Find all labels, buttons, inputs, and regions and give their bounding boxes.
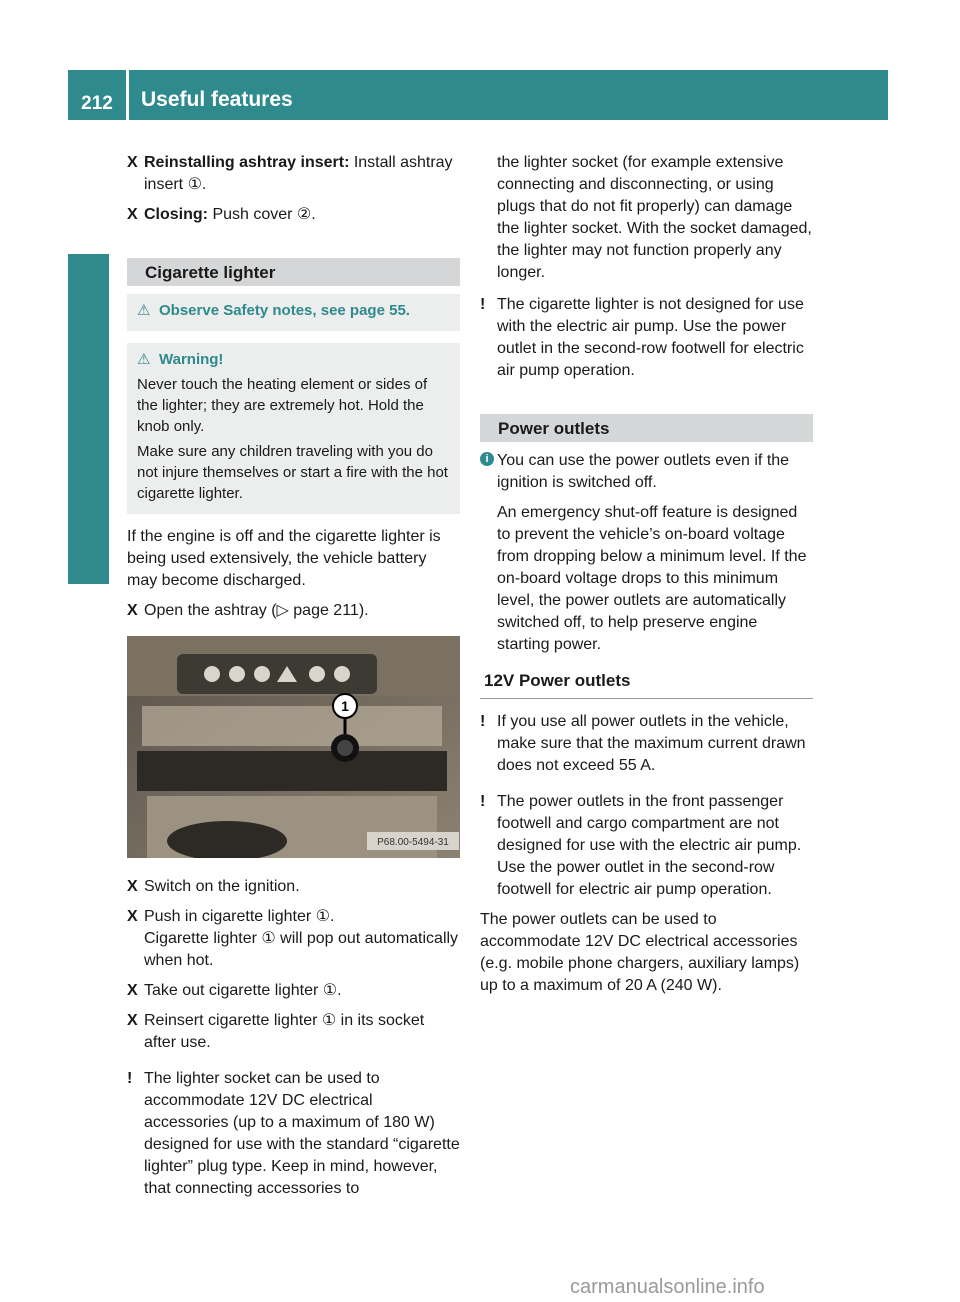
step-push-in (127, 906, 460, 972)
warning-triangle-icon: ⚠ (137, 302, 151, 319)
section-heading-cigarette-lighter: Cigarette lighter (127, 258, 460, 286)
warning-triangle-icon: ⚠ (137, 351, 151, 368)
step-text: Take out cigarette lighter ①. (144, 982, 342, 999)
step-arrow-icon: X (127, 878, 138, 895)
step-arrow-icon: X (127, 602, 138, 619)
info-power-outlets (480, 450, 813, 656)
step-text: Reinsert cigarette lighter ① in its socket after use. (144, 1012, 425, 1051)
photo-callout: 1 (341, 698, 349, 714)
exclamation-icon: ! (480, 296, 486, 313)
page-number: 212 (81, 93, 113, 114)
note-air-pump (480, 294, 813, 382)
step-arrow-icon: X (127, 982, 138, 999)
exclamation-icon: ! (480, 713, 486, 730)
step-arrow-icon: X (127, 206, 138, 223)
note-text: The power outlets in the front passenger footwell and cargo compartment are not designed for use with the electric air pump. Use the power outlet in the second-row footwell for electric air pump operation. (497, 793, 802, 898)
step-closing (127, 204, 460, 226)
step-text: Install ashtray insert ①. (144, 154, 453, 193)
step-arrow-icon: X (127, 1012, 138, 1029)
step-open-ashtray (127, 600, 460, 622)
step-reinsert (127, 1010, 460, 1054)
note-text: The lighter socket can be used to accommodate 12V DC electrical accessories (up to a maximum of 180 W) designed for use with the standard “cigarette lighter” plug type. Keep in mind, however, that connecting accessories to (144, 1070, 460, 1197)
step-text: Switch on the ignition. (144, 878, 300, 895)
note-lighter-socket (127, 1068, 460, 1200)
step-text: Push in cigarette lighter ①. (144, 908, 335, 925)
note-continuation: the lighter socket (for example extensive connecting and disconnecting, or using plugs that do not fit properly) can damage the lighter socket. With the socket damaged, the lighter may not function properly any longer. (497, 154, 812, 281)
note-all-outlets (480, 711, 813, 777)
photo-code: P68.00-5494-31 (377, 837, 449, 848)
step-text: Push cover ②. (208, 206, 316, 223)
chapter-label: Controls in detail (75, 330, 100, 510)
console-illustration (127, 636, 460, 858)
note-text: The cigarette lighter is not designed for use with the electric air pump. Use the power outlet in the second-row footwell for electric air pump operation. (497, 296, 804, 379)
right-column (480, 152, 813, 1005)
safety-note (127, 294, 460, 331)
safety-note-text: Observe Safety notes, see page 55. (159, 302, 410, 319)
body-paragraph: If the engine is off and the cigarette lighter is being used extensively, the vehicle battery may become discharged. (127, 528, 441, 589)
step-reinstall (127, 152, 460, 196)
info-paragraph: An emergency shut-off feature is designed to prevent the vehicle’s on-board voltage from dropping below a minimum level. If the on-board voltage drops to this minimum level, the power outlets are automatically switched off, to help preserve engine starting power. (497, 504, 807, 653)
info-icon: i (480, 452, 494, 466)
info-paragraph: You can use the power outlets even if the ignition is switched off. (497, 452, 790, 491)
step-take-out (127, 980, 460, 1002)
warning-paragraph: Never touch the heating element or sides of the lighter; they are extremely hot. Hold the knob only. (137, 376, 428, 435)
section-title: Useful features (141, 88, 293, 111)
step-switch-on (127, 876, 460, 898)
warning-title: Warning! (159, 351, 224, 368)
step-label: Reinstalling ashtray insert: (144, 154, 350, 171)
section-heading-power-outlets: Power outlets (480, 414, 813, 442)
step-subtext: Cigarette lighter ① will pop out automatically when hot. (144, 930, 459, 969)
step-label: Closing: (144, 206, 208, 223)
header-divider (126, 70, 129, 120)
note-text: If you use all power outlets in the vehicle, make sure that the maximum current drawn does not exceed 55 A. (497, 713, 806, 774)
left-column (127, 152, 460, 1208)
side-bar-gap (68, 584, 109, 1302)
subheading-12v-power-outlets: 12V Power outlets (480, 670, 813, 699)
step-arrow-icon: X (127, 154, 138, 171)
cigarette-lighter-photo (127, 636, 460, 858)
warning-box (127, 343, 460, 514)
step-text: Open the ashtray (▷ page 211). (144, 602, 369, 619)
watermark: carmanualsonline.info (570, 1276, 765, 1298)
exclamation-icon: ! (480, 793, 486, 810)
note-front-outlets (480, 791, 813, 901)
exclamation-icon: ! (127, 1070, 133, 1087)
side-bar-gap (68, 120, 109, 254)
body-paragraph: The power outlets can be used to accommodate 12V DC electrical accessories (e.g. mobile phone chargers, auxiliary lamps) up to a maximum of 20 A (240 W). (480, 911, 800, 994)
step-arrow-icon: X (127, 908, 138, 925)
warning-paragraph: Make sure any children traveling with you do not injure themselves or start a fire with the hot cigarette lighter. (137, 443, 448, 502)
